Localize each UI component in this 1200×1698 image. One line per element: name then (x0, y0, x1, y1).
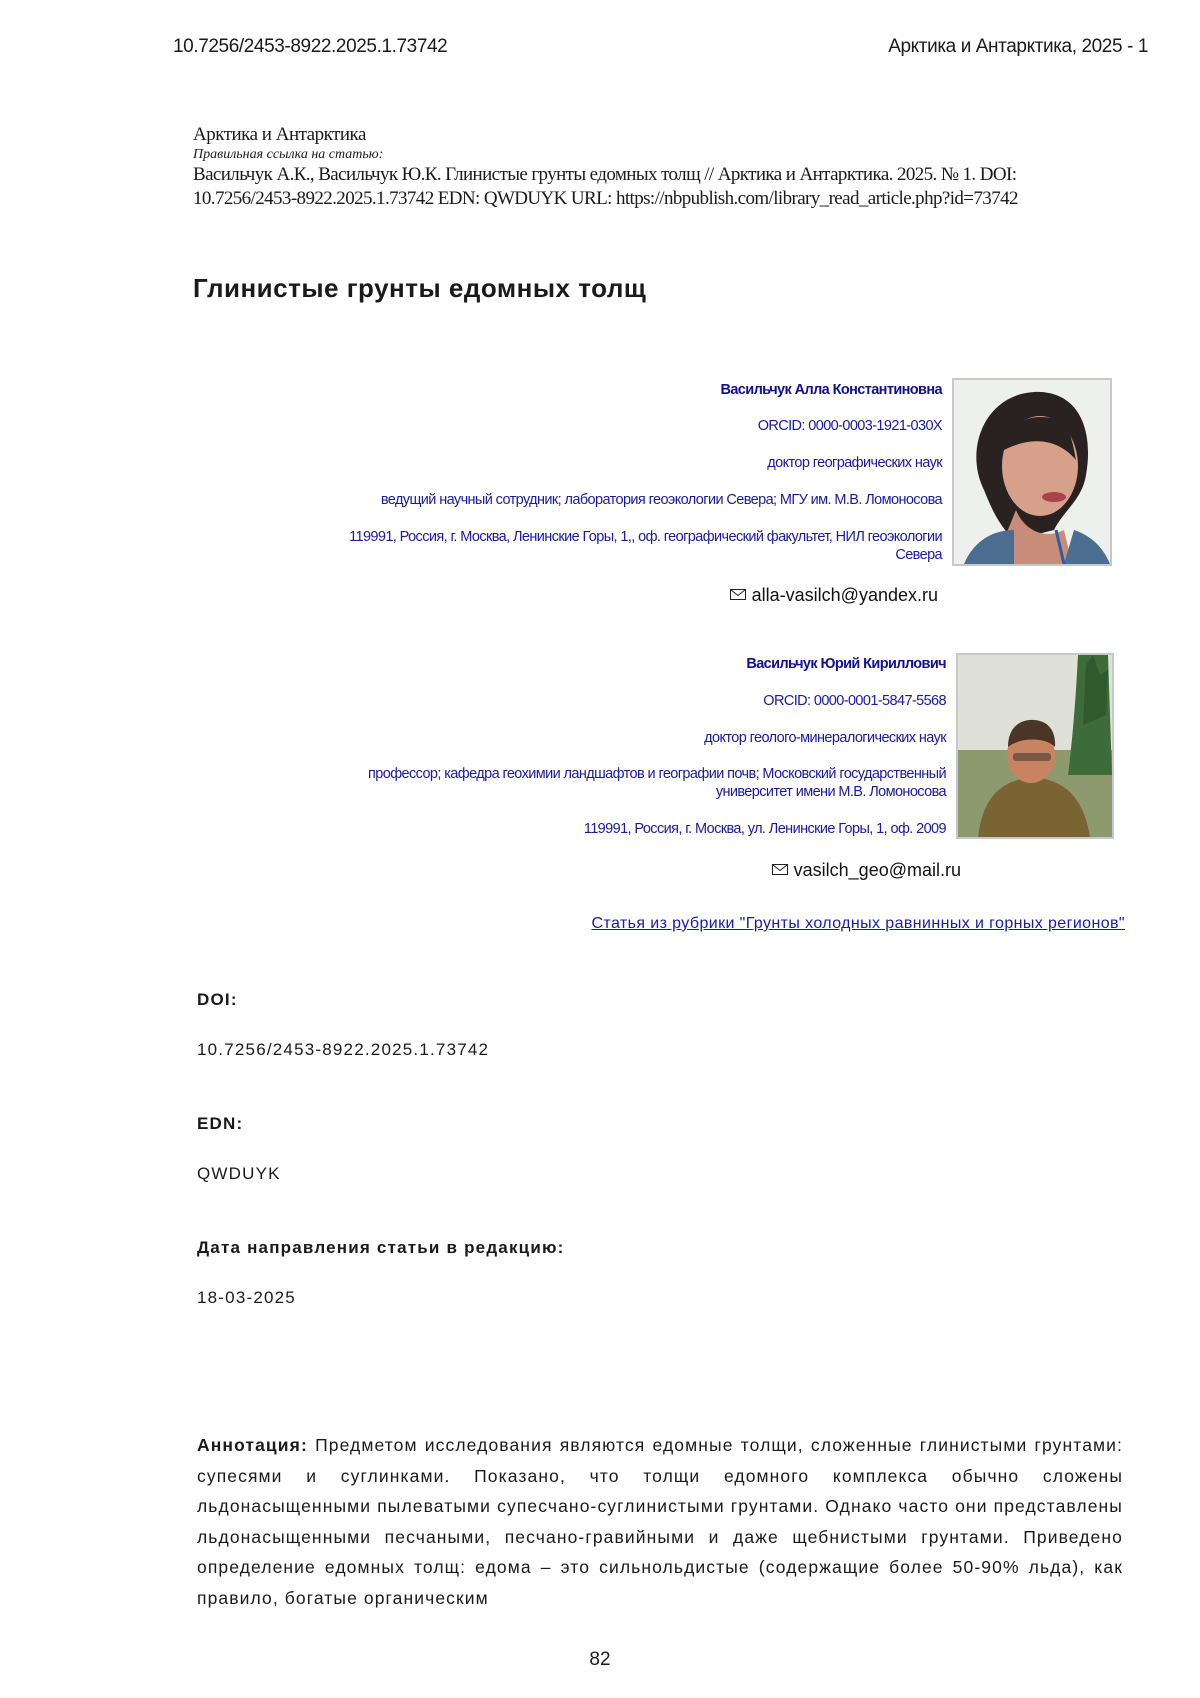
author-1-degree: доктор географических наук (767, 455, 942, 471)
author-1-position: ведущий научный сотрудник; лаборатория геоэкологии Севера; МГУ им. М.В. Ломоносова (380, 492, 942, 508)
abstract-label: Аннотация: (197, 1435, 308, 1455)
author-2-position-line-2: университет имени М.В. Ломоносова (715, 784, 946, 800)
author-2-address: 119991, Россия, г. Москва, ул. Ленинские Горы, 1, оф. 2009 (583, 821, 946, 837)
submission-date-value: 18-03-2025 (197, 1288, 296, 1307)
envelope-icon (772, 864, 788, 875)
abstract (197, 1430, 1123, 1613)
author-2-photo (956, 653, 1114, 839)
author-1-orcid[interactable]: ORCID: 0000-0003-1921-030X (757, 418, 942, 434)
author-1-photo (952, 378, 1112, 566)
submission-date-label: Дата направления статьи в редакцию: (197, 1238, 565, 1257)
author-2-email-text[interactable]: vasilch_geo@mail.ru (793, 860, 961, 880)
edn-label: EDN: (197, 1114, 244, 1133)
edn-value: QWDUYK (197, 1164, 281, 1183)
article-title: Глинистые грунты едомных толщ (193, 273, 647, 303)
author-2-email[interactable] (772, 860, 961, 881)
author-2-degree: доктор геолого-минералогических наук (704, 730, 946, 746)
author-1-address-line-2: Севера (895, 547, 942, 563)
author-2-orcid[interactable]: ORCID: 0000-0001-5847-5568 (763, 693, 946, 709)
citation-line-1: Васильчук А.К., Васильчук Ю.К. Глинистые грунты едомных толщ // Арктика и Антарктика. 2025. № 1. DOI: (193, 164, 1017, 185)
author-2-name[interactable]: Васильчук Юрий Кириллович (746, 656, 946, 672)
running-header-journal: Арктика и Антарктика, 2025 - 1 (888, 36, 1148, 57)
citation-block (193, 124, 1113, 211)
citation-line-2: 10.7256/2453-8922.2025.1.73742 EDN: QWDUYK URL: https://nbpublish.com/library_read_article.php?id=73742 (193, 188, 1018, 209)
author-1-portrait-icon (954, 380, 1110, 564)
author-2-portrait-icon (958, 655, 1112, 837)
author-2-position-line-1: профессор; кафедра геохимии ландшафтов и географии почв; Московский государственный (368, 766, 946, 782)
page-number: 82 (589, 1649, 611, 1670)
author-1-name[interactable]: Васильчук Алла Константиновна (720, 382, 942, 398)
citation-journal: Арктика и Антарктика (193, 124, 366, 145)
citation-label: Правильная ссылка на статью: (193, 147, 384, 162)
author-1-address-line-1: 119991, Россия, г. Москва, Ленинские Горы, 1,, оф. географический факультет, НИЛ геоэкологии (349, 529, 942, 545)
author-1-email-text[interactable]: alla-vasilch@yandex.ru (751, 585, 938, 605)
rubric-link[interactable]: Статья из рубрики "Грунты холодных равнинных и горных регионов" (591, 915, 1125, 932)
doi-value: 10.7256/2453-8922.2025.1.73742 (197, 1040, 490, 1059)
abstract-text: Предметом исследования являются едомные толщи, сложенные глинистыми грунтами: супесями и суглинками. Показано, что толщи едомного комплекса обычно сложены льдонасыщенными пылеватыми супесчано-суглинистыми грунтами. Однако часто они представлены льдонасыщенными песчаными, песчано-гравийными и даже щебнистыми грунтами. Приведено определение едомных толщ: едома – это сильнольдистые (содержащие более 50-90% льда), как правило, богатые органическим (197, 1435, 1123, 1608)
author-1-email[interactable] (730, 585, 938, 606)
doi-label: DOI: (197, 990, 238, 1009)
running-header-doi: 10.7256/2453-8922.2025.1.73742 (173, 36, 448, 57)
envelope-icon (730, 589, 746, 600)
